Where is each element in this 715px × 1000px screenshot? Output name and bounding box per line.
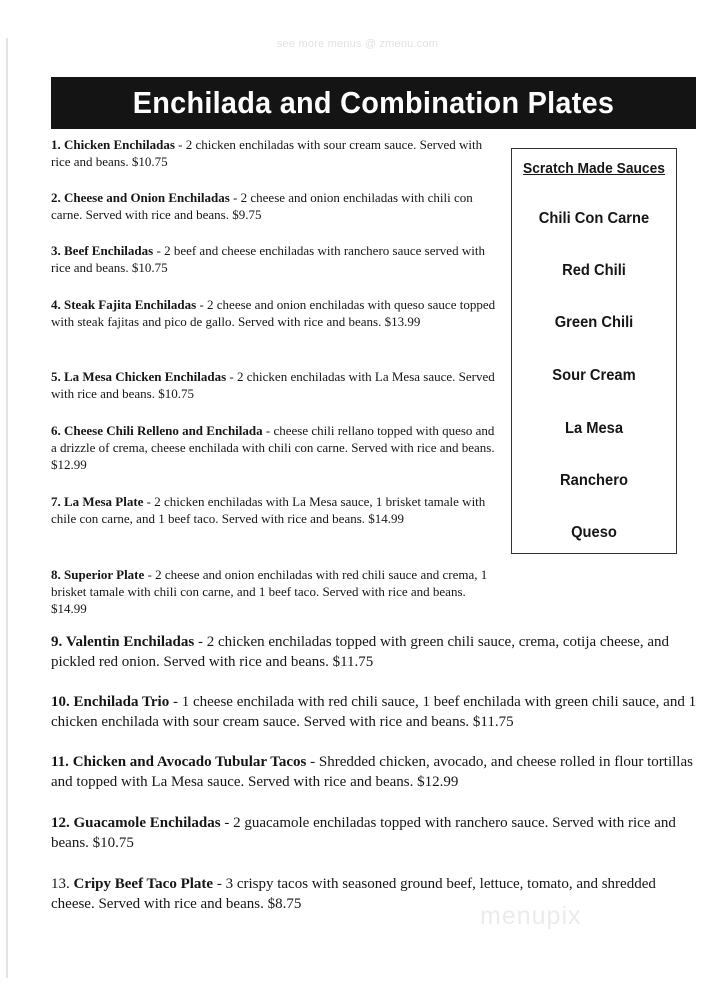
item-number: 11.	[51, 754, 69, 770]
sauces-box	[511, 148, 677, 554]
item-number: 8.	[51, 567, 61, 582]
item-name: Enchilada Trio	[73, 694, 170, 710]
item-price: $14.99	[51, 601, 87, 616]
item-name: La Mesa Plate	[64, 494, 144, 509]
menu-item: 1. Chicken Enchiladas - 2 chicken enchiladas with sour cream sauce. Served with rice and beans. $10.75	[51, 137, 483, 169]
item-number: 10.	[51, 694, 70, 710]
item-description: 2 chicken enchiladas with La Mesa sauce, 1 brisket tamale with chile con carne, and 1 beef taco. Served with rice and beans.	[51, 494, 486, 526]
item-price: $10.75	[92, 835, 134, 851]
sauce-item: La Mesa	[564, 420, 624, 437]
item-name: Chicken and Avocado Tubular Tacos	[72, 754, 307, 770]
menu-item: 7. La Mesa Plate - 2 chicken enchiladas with La Mesa sauce, 1 brisket tamale with chile con carne, and 1 beef taco. Served with rice and beans. $14.99	[51, 494, 486, 526]
item-number: 1.	[51, 137, 61, 152]
item-name: La Mesa Chicken Enchiladas	[64, 369, 227, 384]
menu-item: 6. Cheese Chili Relleno and Enchilada - cheese chili rellano topped with queso and a drizzle of crema, cheese enchilada with chili con carne. Served with rice and beans. $12.99	[51, 423, 495, 472]
item-number: 13.	[51, 876, 70, 892]
menu-item: 10. Enchilada Trio - 1 cheese enchilada with red chili sauce, 1 beef enchilada with green chili sauce, and 1 chicken enchilada with sour cream sauce. Served with rice and beans. $11.75	[51, 694, 697, 730]
item-description: cheese chili rellano topped with queso and a drizzle of crema, cheese enchilada with chili con carne. Served with rice and beans.	[51, 423, 495, 455]
item-price: $9.75	[232, 207, 262, 222]
item-price: $14.99	[368, 511, 405, 526]
menu-item: 2. Cheese and Onion Enchiladas - 2 cheese and onion enchiladas with chili con carne. Served with rice and beans. $9.75	[51, 190, 473, 222]
item-description: 2 chicken enchiladas with sour cream sauce. Served with rice and beans.	[51, 137, 483, 169]
menu-item: 12. Guacamole Enchiladas - 2 guacamole enchiladas topped with ranchero sauce. Served with rice and beans. $10.75	[51, 815, 676, 851]
menu-item: 13. Cripy Beef Taco Plate - 3 crispy tacos with seasoned ground beef, lettuce, tomato, and shredded cheese. Served with rice and beans. $8.75	[51, 876, 656, 912]
sauce-item: Green Chili	[554, 314, 634, 331]
item-name: Cheese and Onion Enchiladas	[64, 190, 230, 205]
item-number: 6.	[51, 423, 61, 438]
page-title: Enchilada and Combination Plates	[132, 85, 615, 120]
item-description: 2 chicken enchiladas with La Mesa sauce. Served with rice and beans.	[51, 369, 495, 401]
sauces-title: Scratch Made Sauces	[523, 160, 665, 177]
item-number: 3.	[51, 243, 61, 258]
item-name: Superior Plate	[64, 567, 145, 582]
item-number: 4.	[51, 297, 61, 312]
item-price: $12.99	[51, 457, 87, 472]
sauce-item: Queso	[571, 524, 617, 541]
item-price: $13.99	[384, 314, 421, 329]
item-number: 2.	[51, 190, 61, 205]
item-description: 2 chicken enchiladas topped with green chili sauce, crema, cotija cheese, and pickled red onion. Served with rice and beans.	[51, 634, 670, 670]
item-price: $10.75	[158, 386, 194, 401]
sauce-item: Ranchero	[560, 472, 628, 489]
item-price: $10.75	[131, 154, 168, 169]
item-price: $12.99	[417, 774, 459, 790]
page-edge-line	[6, 38, 8, 978]
item-price: $10.75	[131, 260, 168, 275]
menu-item: 5. La Mesa Chicken Enchiladas - 2 chicken enchiladas with La Mesa sauce. Served with rice and beans. $10.75	[51, 369, 495, 401]
item-number: 7.	[51, 494, 61, 509]
item-name: Cripy Beef Taco Plate	[73, 876, 214, 892]
item-number: 12.	[51, 815, 70, 831]
item-name: Cheese Chili Relleno and Enchilada	[64, 423, 263, 438]
title-banner	[51, 77, 696, 129]
item-name: Valentin Enchiladas	[66, 634, 195, 650]
sauce-item: Chili Con Carne	[538, 210, 650, 227]
item-name: Beef Enchiladas	[64, 243, 154, 258]
item-price: $11.75	[332, 654, 374, 670]
item-name: Guacamole Enchiladas	[73, 815, 221, 831]
sauce-item: Red Chili	[562, 262, 626, 279]
item-number: 5.	[51, 369, 61, 384]
item-description: 2 cheese and onion enchiladas with chili con carne. Served with rice and beans.	[51, 190, 473, 222]
item-description: Shredded chicken, avocado, and cheese rolled in flour tortillas and topped with La Mesa sauce. Served with rice and beans.	[51, 754, 693, 790]
item-price: $11.75	[472, 714, 514, 730]
item-description: 2 cheese and onion enchiladas with queso sauce topped with steak fajitas and pico de gallo. Served with rice and beans.	[51, 297, 496, 329]
menu-item: 11. Chicken and Avocado Tubular Tacos - Shredded chicken, avocado, and cheese rolled in flour tortillas and topped with La Mesa sauce. Served with rice and beans. $12.99	[51, 754, 693, 790]
item-name: Steak Fajita Enchiladas	[64, 297, 197, 312]
item-description: 1 cheese enchilada with red chili sauce, 1 beef enchilada with green chili sauce, and 1 chicken enchilada with sour cream sauce. Served with rice and beans.	[51, 694, 697, 730]
watermark-bottom: menupix	[480, 902, 582, 930]
item-description: 2 cheese and onion enchiladas with red chili sauce and crema, 1 brisket tamale with chili con carne, and 1 beef taco. Served with rice and beans.	[51, 567, 488, 599]
item-description: 2 beef and cheese enchiladas with ranchero sauce served with rice and beans.	[51, 243, 485, 275]
item-price: $8.75	[267, 896, 302, 912]
menu-item: 3. Beef Enchiladas - 2 beef and cheese enchiladas with ranchero sauce served with rice and beans. $10.75	[51, 243, 485, 275]
watermark-top: see more menus @ zmenu.com	[276, 38, 439, 50]
item-description: 2 guacamole enchiladas topped with ranchero sauce. Served with rice and beans.	[51, 815, 676, 851]
menu-item: 9. Valentin Enchiladas - 2 chicken enchiladas topped with green chili sauce, crema, cotija cheese, and pickled red onion. Served with rice and beans. $11.75	[51, 634, 670, 670]
sauce-item: Sour Cream	[552, 367, 636, 384]
item-name: Chicken Enchiladas	[64, 137, 175, 152]
menu-item: 4. Steak Fajita Enchiladas - 2 cheese and onion enchiladas with queso sauce topped with steak fajitas and pico de gallo. Served with rice and beans. $13.99	[51, 297, 496, 329]
item-number: 9.	[51, 634, 63, 650]
item-description: 3 crispy tacos with seasoned ground beef, lettuce, tomato, and shredded cheese. Served with rice and beans.	[51, 876, 656, 912]
menu-item: 8. Superior Plate - 2 cheese and onion enchiladas with red chili sauce and crema, 1 brisket tamale with chili con carne, and 1 beef taco. Served with rice and beans. $14.99	[51, 567, 488, 616]
